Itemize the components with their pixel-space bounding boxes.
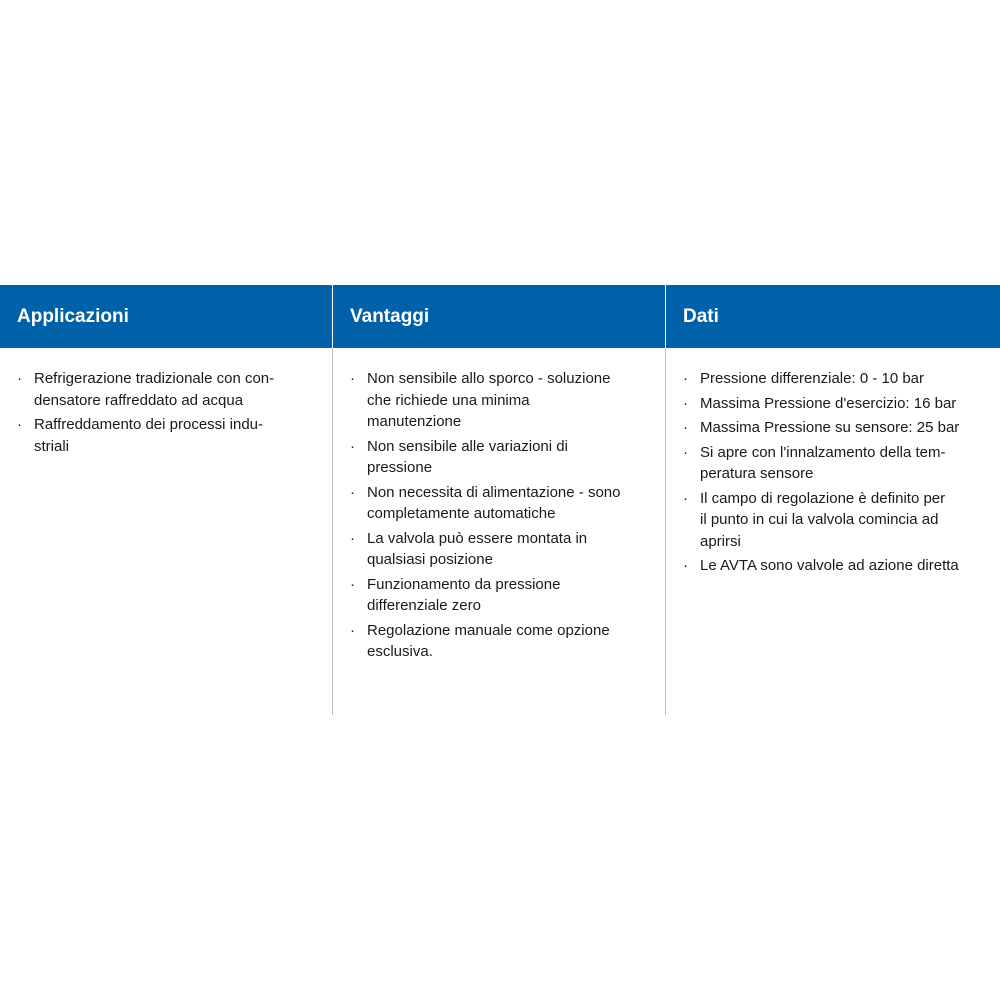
bullet-icon: · <box>350 621 355 639</box>
bullet-icon: · <box>683 489 688 507</box>
list-item <box>683 368 990 390</box>
bullet-icon: · <box>683 419 688 436</box>
bullet-icon: · <box>350 370 355 387</box>
list-item-text: Funzionamento da pressione differenziale zero <box>367 575 561 614</box>
header-vantaggi: Vantaggi <box>333 285 666 348</box>
column-vantaggi <box>333 348 666 715</box>
spec-table <box>0 285 1000 715</box>
list-item-text: Il campo di regolazione è definito per il punto in cui la valvola comincia ad aprirsi <box>700 489 946 550</box>
list-item-text: Pressione differenziale: 0 - 10 bar <box>700 370 925 387</box>
list-dati <box>683 368 990 577</box>
list-item <box>17 414 322 457</box>
list-item <box>683 417 990 439</box>
list-item-text: Le AVTA sono valvole ad azione diretta <box>700 557 959 574</box>
bullet-icon: · <box>683 394 688 412</box>
bullet-icon: · <box>350 437 355 455</box>
bullet-icon: · <box>350 575 355 593</box>
list-item <box>350 574 655 617</box>
list-applicazioni <box>17 368 322 457</box>
list-item <box>350 620 655 663</box>
column-dati <box>666 348 1000 715</box>
table-header-row <box>0 285 1000 348</box>
column-applicazioni <box>0 348 333 715</box>
list-item <box>683 555 990 577</box>
list-item <box>350 368 655 433</box>
table-body-row <box>0 348 1000 715</box>
header-dati: Dati <box>683 305 719 327</box>
list-item-text: Non sensibile allo sporco - soluzione che richiede una minima manutenzione <box>367 370 611 430</box>
list-item <box>17 368 322 411</box>
bullet-icon: · <box>683 370 688 387</box>
list-vantaggi <box>350 368 655 663</box>
list-item-text: Si apre con l'innalzamento della tem- peratura sensore <box>700 443 946 482</box>
header-applicazioni: Applicazioni <box>0 285 333 348</box>
list-item-text: Non sensibile alle variazioni di pressione <box>367 437 568 476</box>
list-item <box>350 482 655 525</box>
list-item <box>350 436 655 479</box>
list-item <box>683 488 990 553</box>
list-item-text: Massima Pressione su sensore: 25 bar <box>700 419 960 436</box>
bullet-icon: · <box>17 370 22 387</box>
list-item-text: Refrigerazione tradizionale con con- densatore raffreddato ad acqua <box>34 370 275 409</box>
bullet-icon: · <box>683 443 688 461</box>
bullet-icon: · <box>350 483 355 501</box>
list-item <box>350 528 655 571</box>
list-item-text: Non necessita di alimentazione - sono completamente automatiche <box>367 483 621 522</box>
list-item-text: Regolazione manuale come opzione esclusiva. <box>367 621 610 660</box>
list-item-text: La valvola può essere montata in qualsiasi posizione <box>367 529 588 568</box>
bullet-icon: · <box>350 529 355 547</box>
list-item-text: Raffreddamento dei processi indu- striali <box>34 416 264 455</box>
bullet-icon: · <box>683 557 688 574</box>
list-item <box>683 442 990 485</box>
list-item-text: Massima Pressione d'esercizio: 16 bar <box>700 394 957 412</box>
bullet-icon: · <box>17 416 22 433</box>
list-item <box>683 393 990 415</box>
